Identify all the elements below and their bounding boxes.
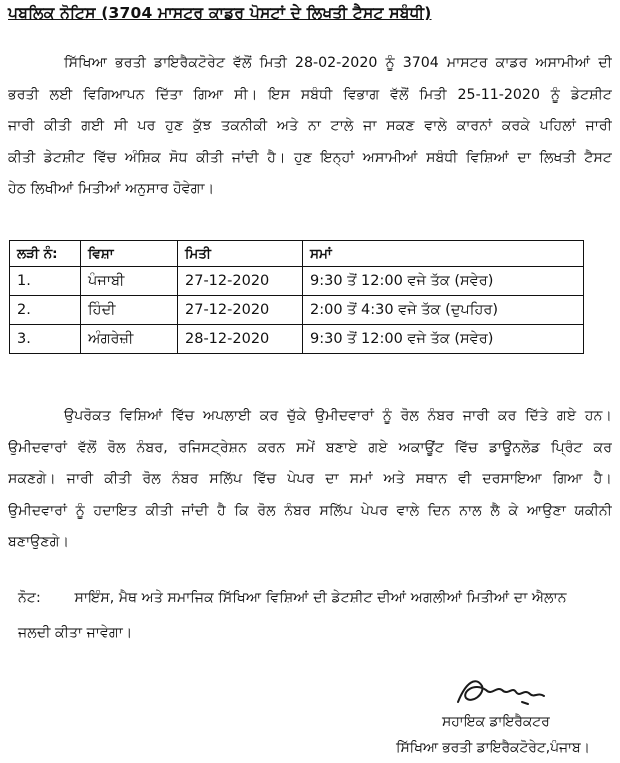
roll-line: ਉਮੀਦਵਾਰਾਂ ਵੱਲੋਂ ਰੋਲ ਨੰਬਰ, ਰਜਿਸਟ੍ਰੇਸ਼ਨ ਕਰਨ ਸਮੇਂ ਬਣਾਏ ਗਏ ਅਕਾਊਂਟ ਵਿੱਚ ਡਾਊਨਲੋਡ ਪ੍ਰਿੰਟ ਕਰ [8,439,612,456]
signatory-office: ਸਿੱਖਿਆ ਭਰਤੀ ਡਾਇਰੈਕਟੋਰੇਟ,ਪੰਜਾਬ। [396,740,590,756]
table-row [10,267,584,296]
header-subject: ਵਿਸ਼ਾ [81,241,178,267]
intro-line: ਭਰਤੀ ਲਈ ਵਿਗਿਆਪਨ ਦਿੱਤਾ ਗਿਆ ਸੀ। ਇਸ ਸਬੰਧੀ ਵਿਭਾਗ ਵੱਲੋਂ ਮਿਤੀ 25-11-2020 ਨੂੰ ਡੇਟਸ਼ੀਟ [8,86,612,103]
intro-paragraph [8,48,612,206]
cell-subject: ਹਿੰਦੀ [81,296,178,325]
cell-subject: ਅੰਗਰੇਜ਼ੀ [81,325,178,354]
cell-time: 2:00 ਤੋਂ 4:30 ਵਜੇ ਤੱਕ (ਦੁਪਹਿਰ) [303,296,584,325]
cell-subject: ਪੰਜਾਬੀ [81,267,178,296]
notice-title: ਪਬਲਿਕ ਨੋਟਿਸ (3704 ਮਾਸਟਰ ਕਾਡਰ ਪੋਸਟਾਂ ਦੇ ਲਿਖਤੀ ਟੈਸਟ ਸਬੰਧੀ) [8,4,432,22]
cell-time: 9:30 ਤੋਂ 12:00 ਵਜੇ ਤੱਕ (ਸਵੇਰ) [303,325,584,354]
roll-line: ਉਮੀਦਵਾਰਾਂ ਨੂੰ ਹਦਾਇਤ ਕੀਤੀ ਜਾਂਦੀ ਹੈ ਕਿ ਰੋਲ ਨੰਬਰ ਸਲਿੱਪ ਪੇਪਰ ਵਾਲੇ ਦਿਨ ਨਾਲ ਲੈ ਕੇ ਆਉਣਾ ਯਕੀਨੀ [8,502,612,519]
cell-date: 27-12-2020 [178,296,303,325]
roll-line: ਸਕਣਗੇ। ਜਾਰੀ ਕੀਤੀ ਰੋਲ ਨੰਬਰ ਸਲਿੱਪ ਵਿੱਚ ਪੇਪਰ ਦਾ ਸਮਾਂ ਅਤੇ ਸਥਾਨ ਵੀ ਦਰਸਾਇਆ ਗਿਆ ਹੈ। [8,471,612,487]
header-date: ਮਿਤੀ [178,241,303,267]
intro-line: ਹੇਠ ਲਿਖੀਆਂ ਮਿਤੀਆਂ ਅਨੁਸਾਰ ਹੋਵੇਗਾ। [8,181,215,197]
signature-mark [452,672,552,712]
cell-serial: 1. [10,267,81,296]
signatory-role: ਸਹਾਇਕ ਡਾਇਰੈਕਟਰ [442,714,550,730]
note-text-continued: ਜਲਦੀ ਕੀਤਾ ਜਾਵੇਗਾ। [18,625,133,641]
table-header-row [10,241,584,267]
cell-serial: 2. [10,296,81,325]
intro-line: ਕੀਤੀ ਡੇਟਸ਼ੀਟ ਵਿੱਚ ਅੰਸ਼ਿਕ ਸੋਧ ਕੀਤੀ ਜਾਂਦੀ ਹੈ। ਹੁਣ ਇਨ੍ਹਾਂ ਅਸਾਮੀਆਂ ਸਬੰਧੀ ਵਿਸ਼ਿਆਂ ਦਾ ਲਿਖਤੀ ਟੈਸਟ [8,149,612,166]
table-row [10,296,584,325]
cell-serial: 3. [10,325,81,354]
roll-line: ਬਣਾਉਣਗੇ। [8,534,70,550]
header-serial: ਲੜੀ ਨੰ: [10,241,81,267]
exam-schedule-table [9,240,584,354]
table-row [10,325,584,354]
roll-number-paragraph [8,401,612,559]
roll-line: ਉਪਰੋਕਤ ਵਿਸ਼ਿਆਂ ਵਿੱਚ ਅਪਲਾਈ ਕਰ ਚੁੱਕੇ ਉਮੀਦਵਾਰਾਂ ਨੂੰ ਰੋਲ ਨੰਬਰ ਜਾਰੀ ਕਰ ਦਿੱਤੇ ਗਏ ਹਨ। [64,408,612,424]
header-time: ਸਮਾਂ [303,241,584,267]
note-line [18,590,567,606]
intro-line: ਜਾਰੀ ਕੀਤੀ ਗਈ ਸੀ ਪਰ ਹੁਣ ਕੁੱਝ ਤਕਨੀਕੀ ਅਤੇ ਨਾ ਟਾਲੇ ਜਾ ਸਕਣ ਵਾਲੇ ਕਾਰਨਾਂ ਕਰਕੇ ਪਹਿਲਾਂ ਜਾਰੀ [8,118,612,134]
note-text: ਸਾਇੰਸ, ਮੈਥ ਅਤੇ ਸਮਾਜਿਕ ਸਿੱਖਿਆ ਵਿਸ਼ਿਆਂ ਦੀ ਡੇਟਸ਼ੀਟ ਦੀਆਂ ਅਗਲੀਆਂ ਮਿਤੀਆਂ ਦਾ ਐਲਾਨ [74,590,567,606]
note-label: ਨੋਟ: [18,590,41,606]
cell-time: 9:30 ਤੋਂ 12:00 ਵਜੇ ਤੱਕ (ਸਵੇਰ) [303,267,584,296]
intro-line: ਸਿੱਖਿਆ ਭਰਤੀ ਡਾਇਰੈਕਟੋਰੇਟ ਵੱਲੋਂ ਮਿਤੀ 28-02-2020 ਨੂੰ 3704 ਮਾਸਟਰ ਕਾਡਰ ਅਸਾਮੀਆਂ ਦੀ [64,55,612,71]
cell-date: 27-12-2020 [178,267,303,296]
cell-date: 28-12-2020 [178,325,303,354]
